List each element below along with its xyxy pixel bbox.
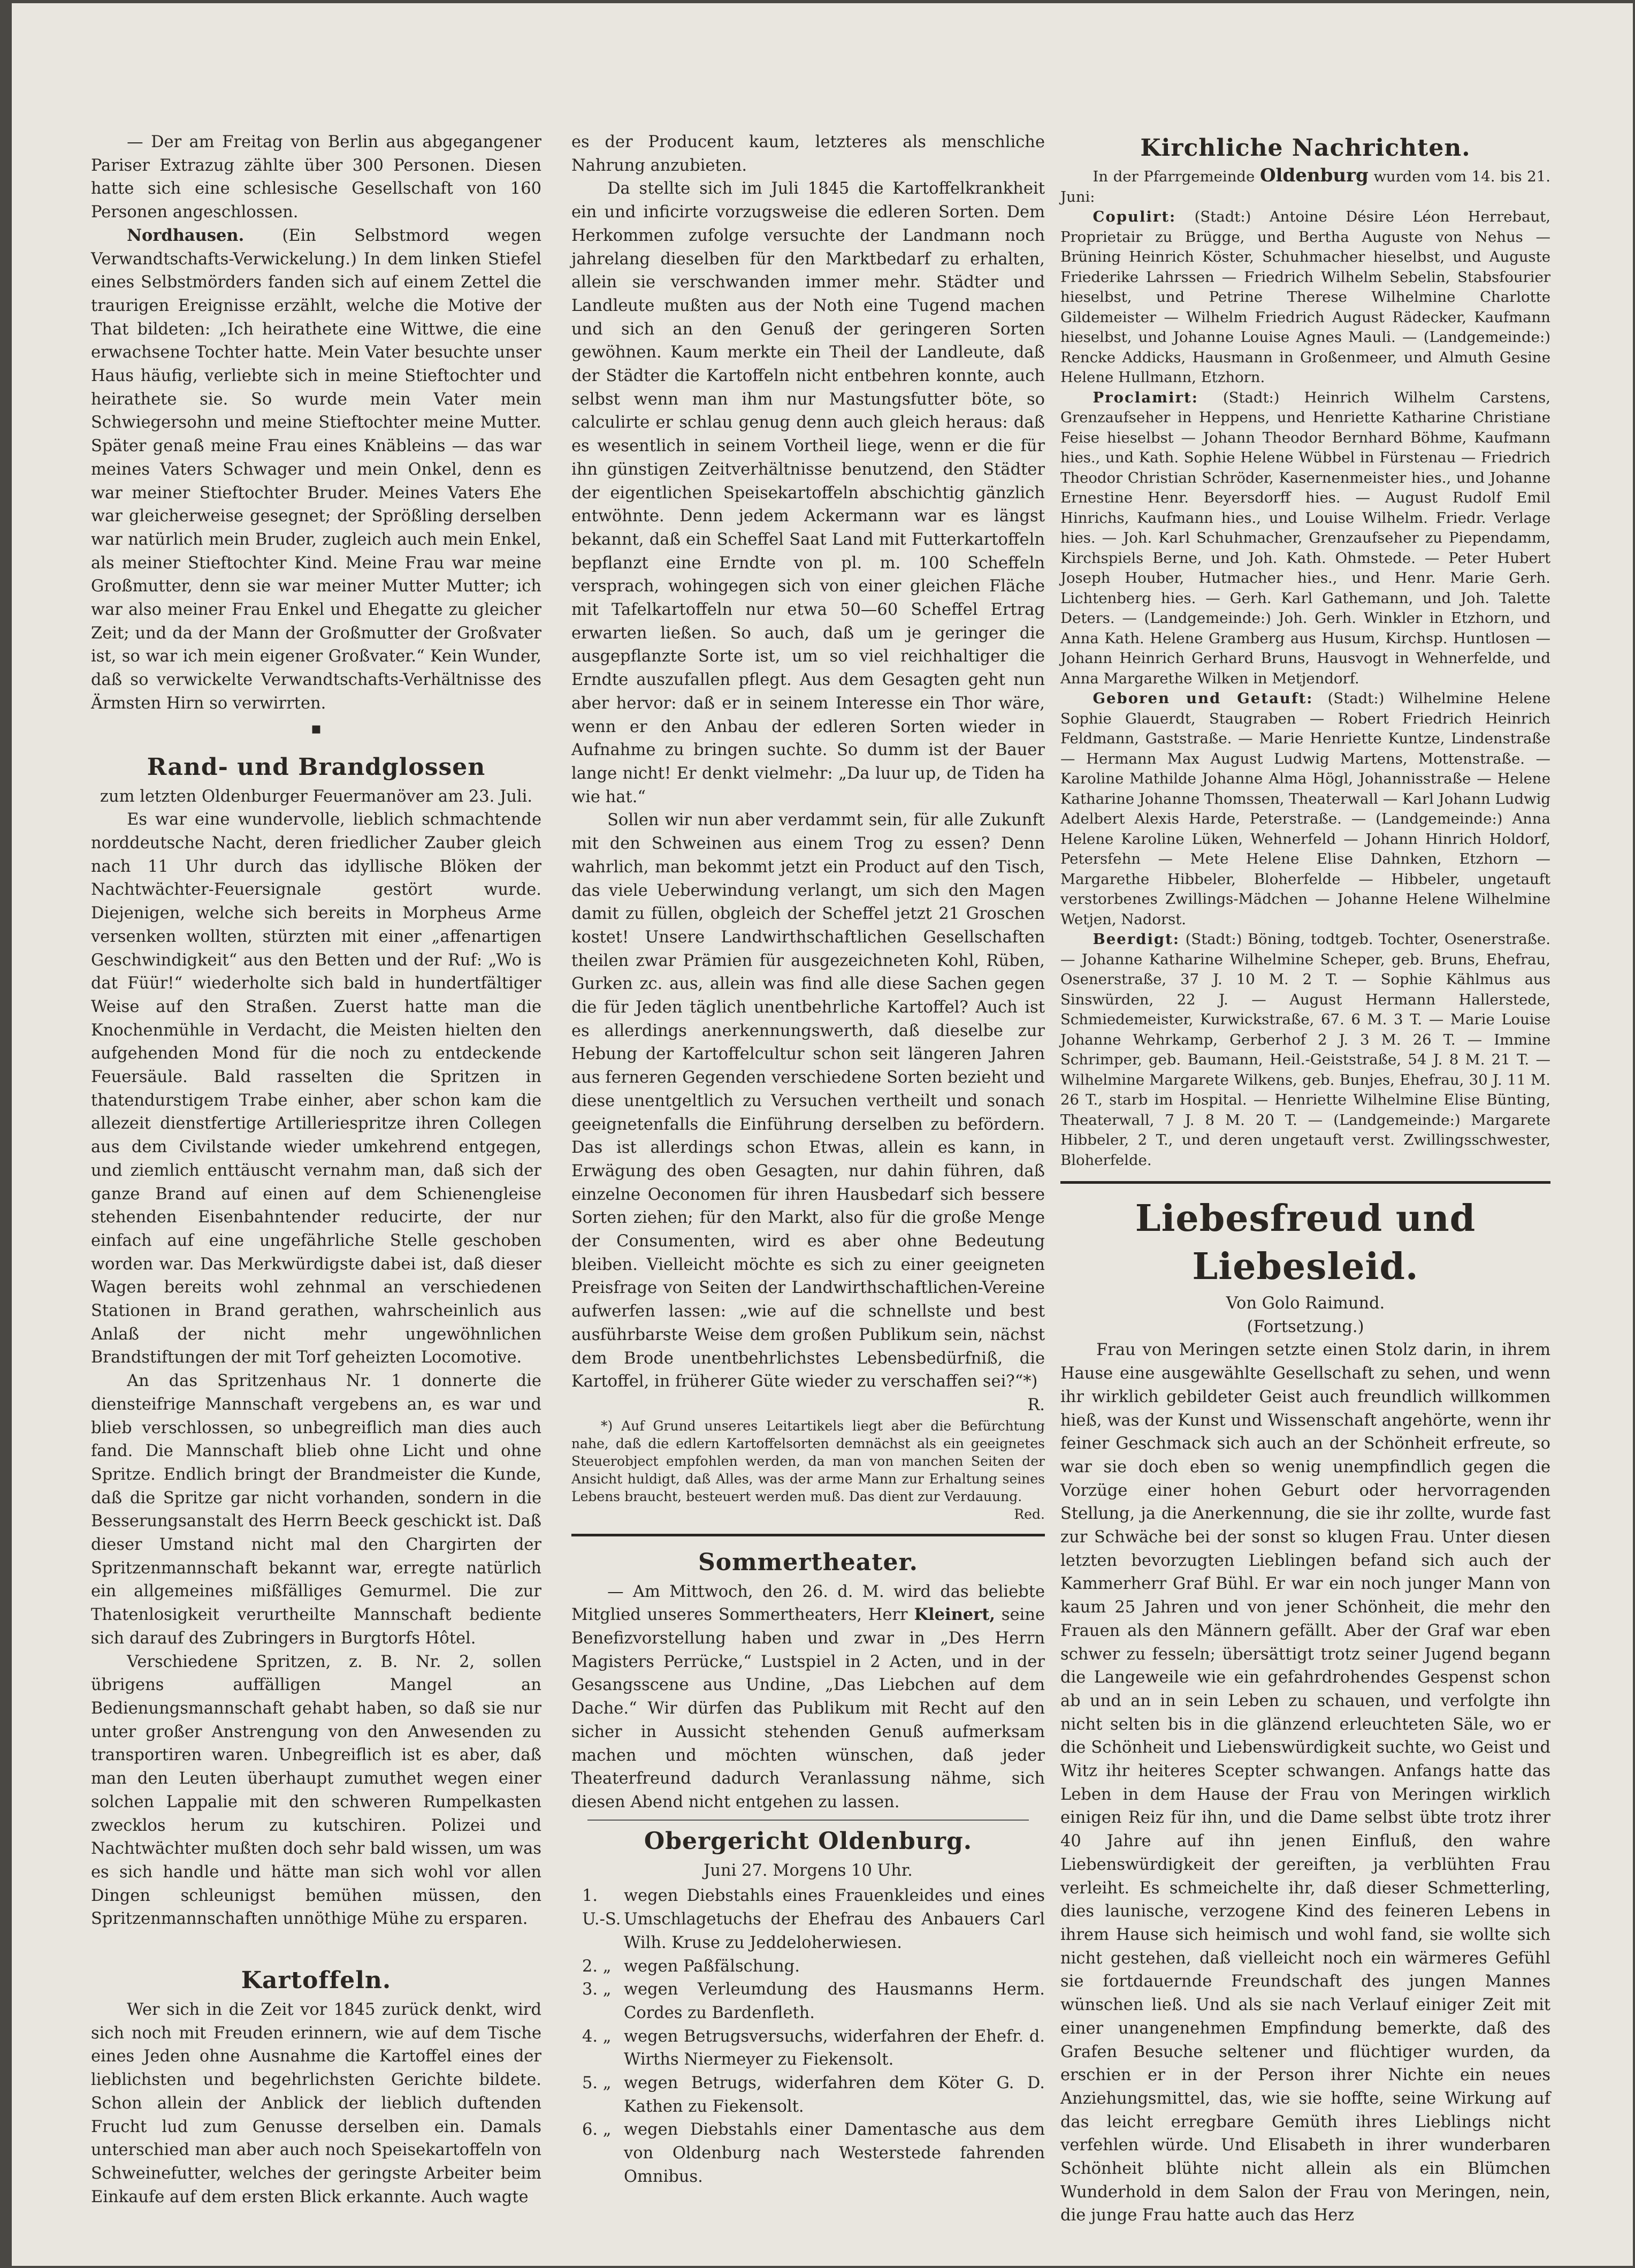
sommertheater-paragraph (571, 1580, 1045, 1814)
church-notices (1060, 166, 1550, 1170)
rand-paragraph-1: Es war eine wundervolle, lieblich schmachtende norddeutsche Nacht, deren friedlicher Zauber gleich nach 11 Uhr durch das idyllische Blöken der Nachtwächter-Feuersignale gestört wurde. Diejenigen, welche sich bereits in Morpheus Arme versenken wollten, stürzten mit einer „affenartigen Geschwindigkeit“ aus den Betten und der Ruf: „Wo is dat Füür!“ wiederholte sich bald in hundertfältiger Weise auf den Straßen. Zuerst hatte man die Knochenmühle in Verdacht, die Meisten hielten den aufgehenden Mond für die noch zu entdeckende Feuersäule. Bald rasselten die Spritzen in thatendurstigem Trabe einher, aber schon kam die allezeit dienstfertige Artilleriespritze ihren Collegen aus dem Civilstande wieder umkehrend entgegen, und ziemlich enttäuscht vernahm man, daß sich der ganze Brand auf einen auf dem Schienengleise stehenden Eisenbahntender reducirte, der nur einfach auf eine ungefährliche Stelle geschoben worden war. Das Merkwürdigste dabei ist, daß dieser Wagen bereits wohl zehnmal an verschiedenen Stationen in Brand gerathen, wahrscheinlich aus Anlaß der nicht mehr ungewöhnlichen Brandstiftungen der mit Torf geheizten Locomotive. (91, 810, 541, 1367)
court-list (571, 1884, 1045, 2188)
court-item (571, 2025, 1045, 2072)
rand-subtitle: zum letzten Oldenburger Feuermanöver am 23. Juli. (100, 787, 533, 806)
court-item-text: wegen Diebstahls einer Damentasche aus dem von Oldenburg nach Westerstede fahrenden Omnibus. (624, 2120, 1045, 2186)
geboren-text: (Stadt:) Wilhelmine Helene Sophie Glauerdt, Staugraben — Robert Friedrich Heinrich Feldmann, Gaststraße. — Marie Henriette Kuntze, Lindenstraße — Hermann Max August Ludwig Martens, Mottenstraße. — Karoline Mathilde Johanne Alma Högl, Johannisstraße — Helene Katharine Johanne Thomssen, Theaterwall — Karl Johann Ludwig Adelbert Alexis Harde, Peterstraße. — (Landgemeinde:) Anna Helene Karoline Lüken, Wehnerfeld — Johann Hinrich Holdorf, Petersfehn — Mete Helene Elise Dahnken, Etzhorn — Margarethe Hibbeler, Bloherfelde — Hibbeler, ungetauft verstorbenes Zwillings-Mädchen — Johanne Helene Wilhelmine Wetjen, Nadorst. (1060, 690, 1550, 928)
sommer-name: Kleinert, (914, 1605, 995, 1625)
section-rule (1060, 1181, 1550, 1184)
rand-title: Rand- und Brandglossen (147, 753, 486, 781)
court-item-number: 5. „ (582, 2074, 612, 2093)
obergericht-date: Juni 27. Morgens 10 Uhr. (704, 1861, 913, 1880)
kartoffeln-paragraph-3: Sollen wir nun aber verdammt sein, für alle Zukunft mit den Schweinen aus einem Trog zu essen? Denn wahrlich, man bekommt jetzt ein Product auf den Tisch, das viele Ueberwindung verlangt, um sich den Magen damit zu füllen, obgleich der Scheffel jetzt 21 Groschen kostet! Unsere Landwirthschaftlichen Gesellschaften theilen zwar Prämien für ausgezeichneten Kohl, Rüben, Gurken zc. aus, allein was find alle diese Sachen gegen die für Jeden täglich unentbehrliche Kartoffel? Auch ist es allerdings anerkennungswerth, daß dieselbe zur Hebung der Kartoffelcultur schon seit längeren Jahren aus ferneren Gegenden verschiedene Sorten bezieht und diese unentgeltlich zu Versuchen vertheilt und sonach geeignetenfalls die Einführung derselben zu befördern. Das ist allerdings schon Etwas, allein es kann, in Erwägung des oben Gesagten, nur dahin führen, daß einzelne Oeconomen für ihren Hausbedarf sich bessere Sorten ziehen; für den Markt, also für die große Menge der Consumenten, wird es aber ohne Bedeutung bleiben. Vielleicht möchte es sich zu einer geeigneten Preisfrage von Seiten der Landwirthschaftlichen-Vereine aufwerfen lassen: „wie auf die schnellste und best ausführbarste Weise dem großen Publikum sein, nächst dem Brode unentbehrlichstes Lebensbedürfniß, die Kartoffel, in früherer Güte wieder zu verschaffen sei?“*) (571, 811, 1045, 1391)
section-rule (571, 1534, 1045, 1536)
liebesfreud-title: Liebesfreud und Liebesleid. (1135, 1197, 1476, 1288)
kirchliche-title: Kirchliche Nachrichten. (1140, 134, 1471, 162)
column-right (1060, 131, 1550, 2227)
church-intro-b: wurden vom 14. bis 21. Juni: (1060, 168, 1550, 206)
kartoffeln-signature: R. (1027, 1395, 1045, 1414)
beerdigt-text: (Stadt:) Böning, todtgeb. Tochter, Osenerstraße. — Johanne Katharine Wilhelmine Scheper, geb. Bruns, Ehefrau, Osenerstraße, 37 J. 10 M. 2 T. — Sophie Kählmus aus Sinswürden, 22 J. — August Hermann Hallerstede, Schmiedemeister, Kurwickstraße, 67. 6 M. 3 T. — Marie Louise Johanne Wehrkamp, Gerberhof 2 J. 3 M. 26 T. — Immine Schrimper, geb. Baumann, Heil.-Geiststraße, 54 J. 8 M. 21 T. — Wilhelmine Margarete Wilkens, geb. Bunjes, Ehefrau, 30 J. 11 M. 26 T., starb im Hospital. — Henriette Wilhelmine Elise Bünting, Theaterwall, 7 J. 8 M. 20 T. — (Landgemeinde:) Margarete Hibbeler, 2 T., und deren ungetauft verst. Zwillingsschwester, Bloherfelde. (1060, 931, 1550, 1169)
liebesfreud-paragraph: Frau von Meringen setzte einen Stolz darin, in ihrem Hause eine ausgewählte Gesellschaft zu sehen, und wenn ihr wirklich gebildeter Geist auch freundlich willkommen hieß, was der Kunst und Wissenschaft angehörte, wenn ihr feiner Geschmack sich auch an der Schönheit erfreute, so war sie doch eben so wenig unempfindlich gegen die Vorzüge einer hohen Geburt oder hervorragenden Stellung, ja die Anerkennung, die sie ihr zollte, wurde fast zur Schwäche bei der sonst so klugen Frau. Unter diesen letzten bevorzugten Lieblingen befand sich auch der Kammerherr Graf Bühl. Er war ein noch junger Mann von kaum 25 Jahren und von jener Schönheit, die mehr den Frauen als den Männern gefällt. Aber der Graf war eben schwer zu fesseln; übersättigt trotz seiner Jugend begann die Langeweile wie ein gefahrdrohendes Gespenst schon ab und an in sein Leben zu schauen, und verfolgte ihn nicht selten bis in die glänzend erleuchteten Säle, wo er die Schönheit und Liebenswürdigkeit suchte, wo Geist und Witz ihr heiteres Scepter schwangen. Anfangs hatte das Leben in dem Hause der Frau von Meringen wirklich einigen Reiz für ihn, und die Dame selbst übte trotz ihrer 40 Jahre auf ihn jenen Einfluß, den wahre Liebenswürdigkeit der gereiften, ja verblühten Frau verleiht. Es schmeichelte ihr, daß dieser Schmetterling, dies launische, verzogene Kind des feineren Lebens in ihrem Hause sich heimisch und wohl fand, sie wollte sich nicht gestehen, daß vielleicht noch ein wärmeres Gefühl sie fortdauernde Freundschaft des jungen Mannes wünschen ließ. Und als sie nach Verlauf einiger Zeit mit einer unangenehmen Empfindung bemerkte, daß des Grafen Besuche seltener und flüchtiger wurden, da erschien er in der Person ihrer Nichte ein neues Anziehungsmittel, das, wie sie hoffte, seine Wirkung auf das leicht erregbare Gemüth ihres Lieblings nicht verfehlen würde. Und Elisabeth in ihrer wunderbaren Schönheit blühte nicht allein als ein Blümchen Wunderhold in dem Salon der Frau von Meringen, nein, die junge Frau hatte auch das Herz (1060, 1341, 1550, 2225)
court-item-text: wegen Verleumdung des Hausmanns Herm. Cordes zu Bardenfleth. (624, 1980, 1045, 2022)
court-item (571, 1955, 1045, 1978)
court-item (571, 1884, 1045, 1954)
sommertheater-title: Sommertheater. (698, 1548, 918, 1576)
article-nordhausen (91, 224, 541, 716)
proclamirt-text: (Stadt:) Heinrich Wilhelm Carstens, Grenzaufseher in Heppens, und Henriette Katharine Christiane Feise hieselbst — Johann Theodor Bernhard Böhme, Kaufmann hies., und Kath. Sophie Helene Wübbel in Fürstenau — Friedrich Theodor Christian Schröder, Kasernenmeister hies., und Johanne Ernestine Henr. Beyersdorff hies. — August Rudolf Emil Hinrichs, Kaufmann hies., und Louise Wilhelm. Friedr. Verlage hies. — Joh. Karl Schuhmacher, Grenzaufseher zu Piependamm, Kirchspiels Berne, und Joh. Kath. Ohmstede. — Peter Hubert Joseph Houber, Hutmacher hies., und Henr. Marie Gerh. Lichtenberg hies. — Gerh. Karl Gathemann, und Joh. Talette Deters. — (Landgemeinde:) Joh. Gerh. Winkler in Etzhorn, und Anna Kath. Helene Gramberg aus Husum, Kirchsp. Huntlosen — Johann Heinrich Gerhard Bruns, Hausvogt in Wehnerfelde, und Anna Margarethe Wilken in Metjendorf. (1060, 389, 1550, 687)
article-berlin: — Der am Freitag von Berlin aus abgegangener Pariser Extrazug zählte über 300 Personen. Diesen hatte sich eine schlesische Gesellschaft von 160 Personen angeschlossen. (91, 133, 541, 222)
beerdigt-entry (1060, 930, 1550, 1170)
newspaper-page (12, 3, 1633, 2266)
kartoffeln-paragraph-1: Wer sich in die Zeit vor 1845 zurück denkt, wird sich noch mit Freuden erinnern, wie auf dem Tische eines Jeden ohne Ausnahme die Kartoffel eines der lieblichsten und begehrlichsten Gerichte bildete. Schon allein der Anblick der lieblich duftenden Frucht lud zum Genusse derselben ein. Damals unterschied man aber auch noch Speisekartoffeln von Schweinefutter, welches der geringste Arbeiter beim Einkaufe auf dem ersten Blick erkannte. Auch wagte (91, 2000, 541, 2206)
sommer-text-b: seine Benefizvorstellung haben und zwar in „Des Herrn Magisters Perrücke,“ Lustspiel in 2 Acten, und in der Gesangsscene aus Undine, „Das Liebchen auf dem Dache.“ Wir dürfen das Publikum mit Recht auf den sicher in Aussicht stehenden Genuß aufmerksam machen und möchten wünschen, daß jeder Theaterfreund dadurch Veranlassung nähme, sich diesen Abend nicht entgehen zu lassen. (571, 1605, 1045, 1812)
copulirt-label: Copulirt: (1092, 208, 1176, 225)
court-item (571, 2118, 1045, 2188)
court-item (571, 1978, 1045, 2025)
rand-paragraph-3: Verschiedene Spritzen, z. B. Nr. 2, sollen übrigens auffälligen Mangel an Bedienungsmannschaft gehabt haben, so daß sie nur unter großer Anstrengung von den Anwesenden zu transportiren waren. Unbegreiflich ist es aber, daß man den Leuten überhaupt zumuthet wegen einer solchen Lappalie mit den schweren Rumpelkasten zwecklos herum zu kutschiren. Polizei und Nachtwächter mußten doch sehr bald wissen, um was es sich handle und hätte man sich wohl vor allen Dingen schleunigst bemühen müssen, den Spritzenmannschaften unnöthige Mühe zu ersparen. (91, 1652, 541, 1929)
rand-paragraph-2: An das Spritzenhaus Nr. 1 donnerte die diensteifrige Mannschaft vergebens an, es war und blieb verschlossen, so unbegreiflich man dies auch fand. Die Mannschaft blieb ohne Licht und ohne Spritze. Endlich bringt der Brandmeister die Kunde, daß die Spritze gar nicht vorhanden, sondern in die Besserungsanstalt des Herrn Beeck geschickt ist. Daß dieser Umstand nicht mal den Chargirten der Spritzenmannschaft bekannt war, erregte natürlich ein allgemeines mißfälliges Gemurmel. Die zur Thatenlosigkeit verurtheilte Mannschaft bediente sich darauf des Zubringers in Burgtorfs Hôtel. (91, 1372, 541, 1648)
sommer-text-a: — Am Mittwoch, den 26. d. M. wird das beliebte Mitglied unseres Sommertheaters, Herr (571, 1582, 1045, 1625)
kartoffeln-continued: es der Producent kaum, letzteres als menschliche Nahrung anzubieten. (571, 133, 1045, 175)
footnote: *) Auf Grund unseres Leitartikels liegt aber die Befürchtung nahe, daß die edlern Kartoffelsorten demnächst als ein geeignetes Steuerobject empfohlen werden, da man von manchen Seiten der Ansicht huldigt, daß Alles, was der arme Mann zur Erhaltung seines Lebens braucht, besteuert werden muß. Das dient zur Verdauung. (571, 1418, 1045, 1504)
court-item-number: 3. „ (582, 1980, 612, 1999)
copulirt-text: (Stadt:) Antoine Désire Léon Herrebaut, Proprietair zu Brügge, und Bertha Auguste von Nehus — Brüning Heinrich Köster, Schuhmacher hieselbst, und Auguste Friederike Lahrssen — Friedrich Wilhelm Sebelin, Stabsfourier hieselbst, und Petrine Therese Wilhelmine Charlotte Gildemeister — Wilhelm Friedrich August Rädecker, Kaufmann hieselbst, und Johanne Louise Agnes Mauli. — (Landgemeinde:) Rencke Addicks, Hausmann in Großenmeer, und Almuth Gesine Helene Hullmann, Etzhorn. (1060, 208, 1550, 386)
footnote-signature: Red. (1014, 1506, 1045, 1522)
obergericht-title: Obergericht Oldenburg. (644, 1827, 973, 1855)
court-item-text: wegen Paßfälschung. (624, 1957, 800, 1976)
nordhausen-text: (Ein Selbstmord wegen Verwandtschafts-Verwickelung.) In dem linken Stiefel eines Selbstmörders fanden sich auf einem Zettel die traurigen Ereignisse erzählt, welche die Motive der That bildeten: „Ich heirathete eine Wittwe, die eine erwachsene Tochter hatte. Mein Vater besuchte unser Haus häufig, verliebte sich in meine Stieftochter und heirathete sie. So wurde mein Vater mein Schwiegersohn und meine Stieftochter meine Mutter. Später genaß meine Frau eines Knäbleins — das war meines Vaters Schwager und mein Onkel, denn es war meiner Stieftochter Bruder. Meines Vaters Ehe war gleicherweise gesegnet; der Sprößling derselben war natürlich mein Bruder, zugleich auch mein Enkel, als meiner Stieftochter Kind. Meine Frau war meine Großmutter, denn sie war meiner Mutter Mutter; ich war also meiner Frau Enkel und Ehegatte zu gleicher Zeit; und da der Mann der Großmutter der Großvater ist, so war ich mein eigener Großvater.“ Kein Wunder, daß so verwickelte Verwandtschafts-Verhältnisse des Ärmsten Hirn so verwirrten. (91, 226, 541, 713)
liebesfreud-author: Von Golo Raimund. (1226, 1294, 1385, 1313)
beerdigt-label: Beerdigt: (1092, 931, 1180, 948)
liebesfreud-continued: (Fortsetzung.) (1247, 1317, 1364, 1336)
spacer (91, 1931, 541, 1963)
court-item-number: 4. „ (582, 2027, 612, 2046)
court-item-number: 1. U.-S. (582, 1886, 621, 1929)
proclamirt-entry (1060, 388, 1550, 689)
court-item-text: wegen Betrugsversuchs, widerfahren der Ehefr. d. Wirths Niermeyer zu Fiekensolt. (624, 2027, 1045, 2069)
court-item-text: wegen Betrugs, widerfahren dem Köter G. D. Kathen zu Fiekensolt. (624, 2074, 1045, 2116)
section-divider (587, 1820, 1029, 1821)
church-intro (1060, 166, 1550, 207)
church-intro-a: In der Pfarrgemeinde (1092, 168, 1260, 185)
court-item (571, 2072, 1045, 2118)
kartoffeln-paragraph-2: Da stellte sich im Juli 1845 die Kartoffelkrankheit ein und inficirte vorzugsweise die edleren Sorten. Dem Herkommen zufolge versuchte der Landmann noch jahrelang dieselben für den Marktbedarf zu erhalten, allein sie verschwanden immer mehr. Städter und Landleute mußten aus der Noth eine Tugend machen und sich an den Genuß der geringeren Sorten gewöhnen. Kaum merkte ein Theil der Landleute, daß der Städter die Kartoffeln nicht entbehren konnte, auch selbst wenn man ihm nur Mastungsfutter böte, so calculirte er schlau genug denn auch gleich heraus: daß es wesentlich in seinem Vortheil liege, wenn er die für ihn günstigen Zeitverhältnisse benutzend, den Städter der eigentlichen Speisekartoffeln abschichtig gänzlich entwöhnte. Denn jedem Ackermann war es längst bekannt, daß ein Scheffel Saat Land mit Futterkartoffeln bepflanzt eine Erndte von pl. m. 100 Scheffeln versprach, wohingegen sich von einer gleichen Fläche mit Tafelkartoffeln nur etwa 50—60 Scheffel Ertrag erwarten ließen. So auch, daß um je geringer die ausgepflanzte Sorte ist, um so viel reichhaltiger die Erndte auszufallen pflegt. Aus dem Gesagten geht nun aber hervor: daß er in seinem Interesse ein Thor wäre, wenn er den Anbau der edleren Sorten wieder in Aufnahme zu bringen suchte. So dumm ist der Bauer lange nicht! Er denkt vielmehr: „Da luur up, de Tiden ha wie hat.“ (571, 179, 1045, 806)
copulirt-entry (1060, 207, 1550, 388)
geboren-entry (1060, 689, 1550, 930)
court-item-number: 6. „ (582, 2120, 612, 2140)
kartoffeln-title: Kartoffeln. (241, 1967, 392, 1995)
geboren-label: Geboren und Getauft: (1092, 690, 1313, 707)
column-left (91, 131, 541, 2209)
separator-mark: ▪ (310, 719, 322, 738)
column-middle (571, 131, 1045, 2189)
court-item-number: 2. „ (582, 1957, 612, 1976)
proclamirt-label: Proclamirt: (1092, 389, 1198, 406)
nordhausen-title: Nordhausen. (127, 225, 245, 245)
church-place: Oldenburg (1259, 165, 1369, 186)
court-item-text: wegen Diebstahls eines Frauenkleides und eines Umschlagetuchs der Ehefrau des Anbauers Carl Wilh. Kruse zu Jeddeloherwiesen. (624, 1886, 1045, 1952)
